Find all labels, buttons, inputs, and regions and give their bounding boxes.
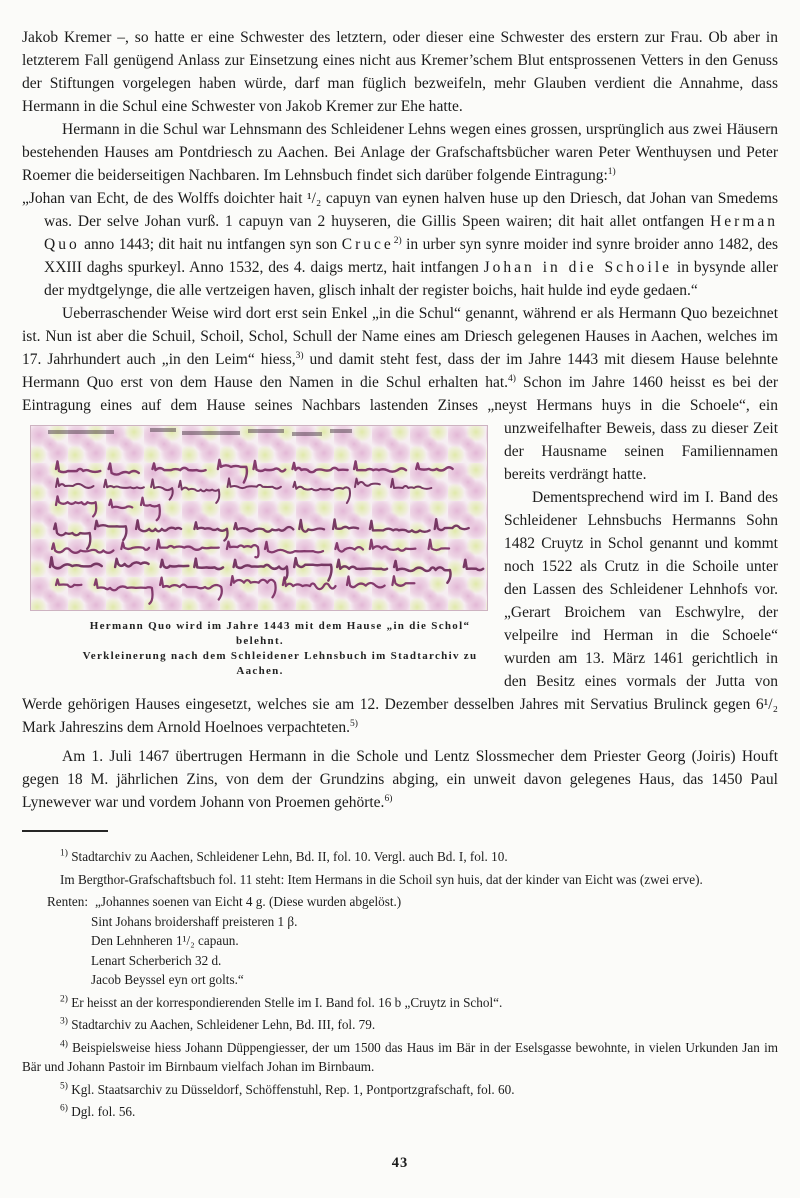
footnote-ref-1: 1) — [607, 166, 616, 177]
footnotes-section — [22, 847, 778, 1122]
paragraph-text: Dementsprechend wird im I. Band des Schleidener Lehnsbuchs Hermanns Sohn 1482 Cruytz in Schol genannt und kommt noch 1522 als Crutz in die Schoile unter den Lassen des Schleidener Lehnhofs vor. „Gerart Broichem van Eschwylre, der velpeilre ind Herman in die Schoele“ wurden am 13. März 1461 gerichtlich in den Besitz eines vormals der Jutta von Werde gehörigen Hauses eingesetzt, welches sie am 12. Dezember desselben Jahres mit Servatius Brulinck gegen 6¹/₂ Mark Jahreszins dem Arnold Hoelnoes verpachteten. — [22, 489, 778, 736]
footnote-ref-2: 2) — [393, 235, 402, 246]
footnote-ref-4: 4) — [508, 373, 516, 384]
quote-text: in urber syn synre moider ind synre broider anno 1482, des XXIII daghs spurkeyl. Anno 1532, des 4. daigs mertz, hait intfangen — [44, 236, 778, 276]
quote-text: „Johan van Echt, de des Wolffs doichter hait ¹/₂ capuyn van eynen halven huse up den Driesch, dat Johan van Smedems was. Der selve Johan vurß. 1 capuyn van 2 huyseren, die Gillis Speen wairen; dit hait allet ontfangen — [22, 190, 778, 230]
paragraph-text: Schon im Jahre 1460 heisst es bei der Eintragung eines auf dem Hause seines Nachbars — [22, 374, 779, 414]
footnote-1 — [22, 847, 778, 867]
footnote-marker: 3) — [60, 1016, 68, 1027]
footnote-1-continuation: Im Bergthor-Grafschaftsbuch fol. 11 steht: Item Hermans in die Schoil syn huis, dat der kinder van Eicht was (zwei erve). — [60, 871, 703, 887]
footnote-ref-6: 6) — [384, 793, 393, 804]
footnote-marker: 6) — [60, 1103, 68, 1114]
footnote-marker: 4) — [60, 1039, 68, 1050]
page-number: 43 — [391, 1155, 409, 1171]
renten-item: Den Lehnheren 1¹/₂ capaun. — [91, 933, 239, 948]
footnote-ref-3: 3) — [295, 350, 304, 361]
renten-item: „Johannes soenen van Eicht 4 g. (Diese wurden abgelöst.) — [95, 894, 402, 909]
renten-label: Renten: — [47, 894, 89, 909]
footnote-text: Stadtarchiv zu Aachen, Schleidener Lehn, Bd. II, fol. 10. Vergl. auch Bd. I, fol. 10. — [71, 849, 508, 864]
footnote-3 — [22, 1015, 778, 1035]
renten-item: Sint Johans broidershaff preisteren 1 β. — [91, 913, 298, 929]
paragraph-text: Hermann in die Schul war Lehnsmann des Schleidener Lehns wegen eines grossen, ursprünglich aus zwei Häusern bestehenden Hauses am Pontdriesch zu Aachen. Bei Anlage der Grafschaftsbücher waren Peter Wenthuysen und Peter Roemer die beiderseitigen Nachbaren. Im Lehnsbuch findet sich darüber folgende Eintragung: — [22, 121, 778, 184]
quote-name-herman-quo: Herman Quo — [44, 213, 778, 253]
lehnsbuch-quote — [22, 187, 778, 302]
quote-text: anno 1443; dit hait nu intfangen syn son — [79, 236, 342, 253]
figure-caption-line2: Verkleinerung nach dem Schleidener Lehnsbuch im Stadtarchiv zu Aachen. — [82, 650, 478, 677]
footnote-ref-5: 5) — [349, 718, 358, 729]
footnote-text: Er heisst an der korrespondierenden Stelle im I. Band fol. 16 b „Cruytz in Schol“. — [71, 994, 503, 1010]
footnote-divider — [22, 830, 108, 832]
paragraph-hermann-lehnsmann — [22, 118, 778, 187]
renten-item: Lenart Scherberich 32 d. — [91, 952, 222, 968]
footnote-text: Stadtarchiv zu Aachen, Schleidener Lehn, Bd. III, fol. 79. — [71, 1017, 376, 1032]
footnote-marker: 2) — [60, 994, 68, 1005]
main-text — [22, 26, 778, 814]
figure-caption-line1: Hermann Quo wird im Jahre 1443 mit dem Hause „in die Schol“ belehnt. — [89, 620, 471, 647]
footnote-5 — [22, 1080, 778, 1100]
paragraph-1467 — [22, 745, 778, 814]
paragraph-text: Ueberraschender Weise wird dort erst sein Enkel „in die Schul“ genannt, während er als Hermann Quo bezeichnet ist. Nun ist aber die Schuil, Schoil, Schol, Schull der Name eines am Driesch gelegenen Hauses in Aachen, welches im 17. Jahrhundert auch „in den Leim“ hiess, — [22, 305, 778, 368]
quote-text: in bysynde aller der mydtgelynge, die alle vertzeigen haven, glisch inhalt der register boichs, hait hulde ind eyde gedaen.“ — [44, 259, 778, 299]
footnote-text: Dgl. fol. 56. — [71, 1104, 136, 1119]
renten-item: Jacob Beyssel eyn ort golts.“ — [91, 972, 244, 987]
footnote-6 — [22, 1102, 778, 1122]
footnote-2 — [22, 993, 778, 1013]
paragraph-intro: Jakob Kremer –, so hatte er eine Schwester des letztern, oder dieser eine Schwester des erstern zur Frau. Ob aber in letzterem Fall genügend Anlass zur Einsetzung eines nicht aus Kremer’schem Blut entsprossenen Vetters in den Genuss der Stiftungen vorgelegen haben würde, darf man füglich bezweifeln, mehr Glauben verdient die Annahme, dass Hermann in die Schul eine Schwester von Jakob Kremer zur Ehe hatte. — [22, 29, 778, 115]
paragraph-text: lastenden Zinses „neyst Hermans huys in die Schoele“, ein unzweifelhafter Beweis, dass zu dieser Zeit der Hausname seinen Familiennamen bereits verdrängt hatte. — [369, 397, 778, 483]
manuscript-figure — [30, 425, 490, 679]
paragraph-text: Am 1. Juli 1467 übertrugen Hermann in die Schole und Lentz Slossmecher dem Priester Georg (Joiris) Houft gegen 18 M. jährlichen Zins, von dem der Grundzins abging, ein unweit davon gelegenes Haus, das 1450 Paul Lynewever war und vordem Johann von Proemen gehörte. — [22, 748, 778, 811]
footnote-text: Kgl. Staatsarchiv zu Düsseldorf, Schöffenstuhl, Rep. 1, Pontportzgrafschaft, fol. 60. — [71, 1081, 515, 1097]
footnote-marker: 1) — [60, 848, 68, 859]
quote-name-cruce: Cruce — [341, 236, 394, 253]
footnote-text: Beispielsweise hiess Johann Düppengiesser, der um 1500 das Haus im Bär in der Eselsgasse bewohnte, in vielen Urkunden Jan im Bär und Johann Pastoir im Birnbaum vielfach Johan im Birnbaum. — [22, 1039, 778, 1074]
manuscript-image — [30, 425, 488, 611]
paragraph-text: und damit steht fest, dass der im Jahre 1443 mit diesem Hause belehnte Hermann Quo erst von dem Hause den Namen in die Schul erhalten hat. — [22, 351, 778, 391]
footnote-marker: 5) — [60, 1081, 68, 1092]
quote-name-johan-in-die-schoile: Johan in die Schoile — [483, 259, 673, 276]
renten-list — [47, 892, 778, 990]
footnote-4 — [22, 1038, 778, 1077]
